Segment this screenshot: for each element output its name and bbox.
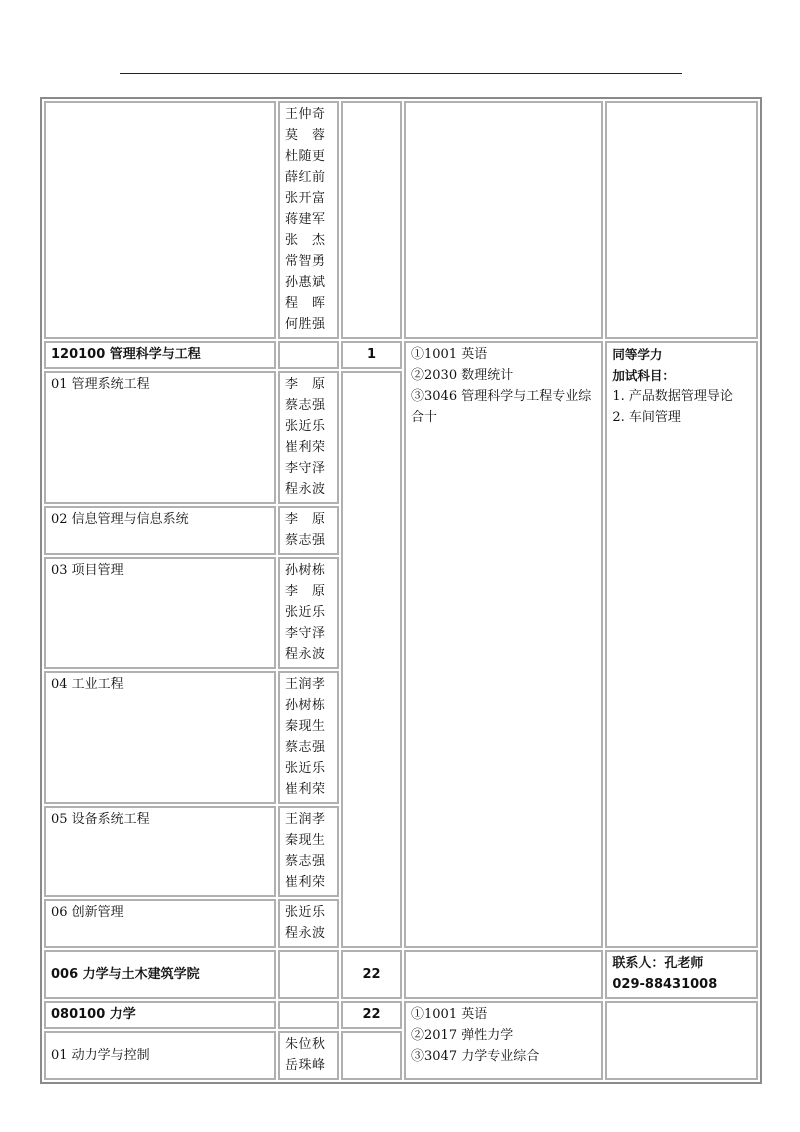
supervisor-list: [278, 557, 339, 669]
remarks-subtitle: 加试科目：: [612, 368, 675, 383]
quota: 22: [341, 950, 402, 999]
supervisor-cell: [278, 341, 339, 369]
supervisor: 崔利荣: [284, 440, 326, 455]
supervisor: 何胜强: [284, 317, 326, 332]
supervisor: 蔡志强: [284, 740, 326, 755]
major-title: 120100 管理科学与工程: [44, 341, 276, 369]
supervisor: 莫 蓉: [284, 128, 326, 143]
supervisor: 蒋建军: [284, 212, 326, 227]
exam-cell: [404, 950, 603, 999]
quota-cell: [341, 371, 402, 948]
supervisor: 常智勇: [284, 254, 326, 269]
supervisor: 程 晖: [284, 296, 326, 311]
exam-item: ①1001 英语: [411, 1007, 488, 1022]
supervisor: 蔡志强: [284, 398, 326, 413]
direction-cell: [44, 101, 276, 339]
supervisor: 李 原: [284, 512, 326, 527]
direction-name: 05 设备系统工程: [44, 806, 276, 897]
supervisor: 王润孝: [284, 677, 326, 692]
supervisor-cell: [278, 1001, 339, 1029]
exam-item: ①1001 英语: [411, 347, 488, 362]
supervisor: 秦现生: [284, 719, 326, 734]
supervisor: 薛红前: [284, 170, 326, 185]
supervisor: 孙树栋: [284, 563, 326, 578]
contact-person: 联系人：孔老师: [612, 956, 704, 971]
remarks-cell: [605, 101, 758, 339]
remarks-title: 同等学力: [612, 347, 663, 362]
supervisor: 张开富: [284, 191, 326, 206]
direction-name: 01 动力学与控制: [44, 1031, 276, 1080]
supervisor-list: [278, 806, 339, 897]
supervisor-list: [278, 671, 339, 804]
school-title: 006 力学与土木建筑学院: [44, 950, 276, 999]
school-row-006: [44, 950, 758, 999]
exam-cell: [404, 101, 603, 339]
supervisor: 张近乐: [284, 905, 326, 920]
supervisor: 李 原: [284, 377, 326, 392]
remarks-item: 1. 产品数据管理导论: [612, 389, 733, 404]
quota: 1: [341, 341, 402, 369]
supervisor: 秦现生: [284, 833, 326, 848]
direction-name: 02 信息管理与信息系统: [44, 506, 276, 555]
remarks: [605, 341, 758, 948]
exam-item: ③3047 力学专业综合: [411, 1049, 540, 1064]
direction-name: 03 项目管理: [44, 557, 276, 669]
supervisor: 程永波: [284, 482, 326, 497]
supervisor: 蔡志强: [284, 854, 326, 869]
supervisor: 王仲奇: [284, 107, 326, 122]
supervisor: 程永波: [284, 647, 326, 662]
direction-name: 04 工业工程: [44, 671, 276, 804]
supervisor-list: [278, 101, 339, 339]
supervisor: 王润孝: [284, 812, 326, 827]
remarks-cell: [605, 1001, 758, 1080]
quota-cell: [341, 101, 402, 339]
major-title: 080100 力学: [44, 1001, 276, 1029]
supervisor-list: [278, 899, 339, 948]
supervisor: 孙惠斌: [284, 275, 326, 290]
exam-item: ②2017 弹性力学: [411, 1028, 514, 1043]
direction-name: 06 创新管理: [44, 899, 276, 948]
exam-item: ③3046 管理科学与工程专业综合十: [411, 389, 592, 425]
supervisor-list: [278, 371, 339, 504]
exam-subjects: [404, 1001, 603, 1080]
major-row-120100: [44, 341, 758, 369]
remarks-item: 2. 车间管理: [612, 410, 681, 425]
supervisor: 张 杰: [284, 233, 326, 248]
supervisor: 张近乐: [284, 419, 326, 434]
supervisor: 李 原: [284, 584, 326, 599]
exam-subjects: [404, 341, 603, 948]
major-row-080100: [44, 1001, 758, 1029]
supervisor-list: [278, 1031, 339, 1080]
supervisor: 杜随更: [284, 149, 326, 164]
supervisor: 李守泽: [284, 626, 326, 641]
supervisor: 李守泽: [284, 461, 326, 476]
admissions-table: [40, 97, 762, 1084]
exam-item: ②2030 数理统计: [411, 368, 514, 383]
quota-cell: [341, 1031, 402, 1080]
supervisor: 程永波: [284, 926, 326, 941]
supervisor: 孙树栋: [284, 698, 326, 713]
supervisor: 蔡志强: [284, 533, 326, 548]
supervisor-list: [278, 506, 339, 555]
supervisor: 岳珠峰: [284, 1058, 326, 1073]
quota: 22: [341, 1001, 402, 1029]
header-rule: [120, 73, 682, 74]
continued-row: [44, 101, 758, 339]
direction-name: 01 管理系统工程: [44, 371, 276, 504]
supervisor: 张近乐: [284, 761, 326, 776]
supervisor: 朱位秋: [284, 1037, 326, 1052]
contact-phone: 029-88431008: [612, 977, 718, 992]
supervisor-cell: [278, 950, 339, 999]
supervisor: 崔利荣: [284, 782, 326, 797]
supervisor: 崔利荣: [284, 875, 326, 890]
contact: [605, 950, 758, 999]
supervisor: 张近乐: [284, 605, 326, 620]
